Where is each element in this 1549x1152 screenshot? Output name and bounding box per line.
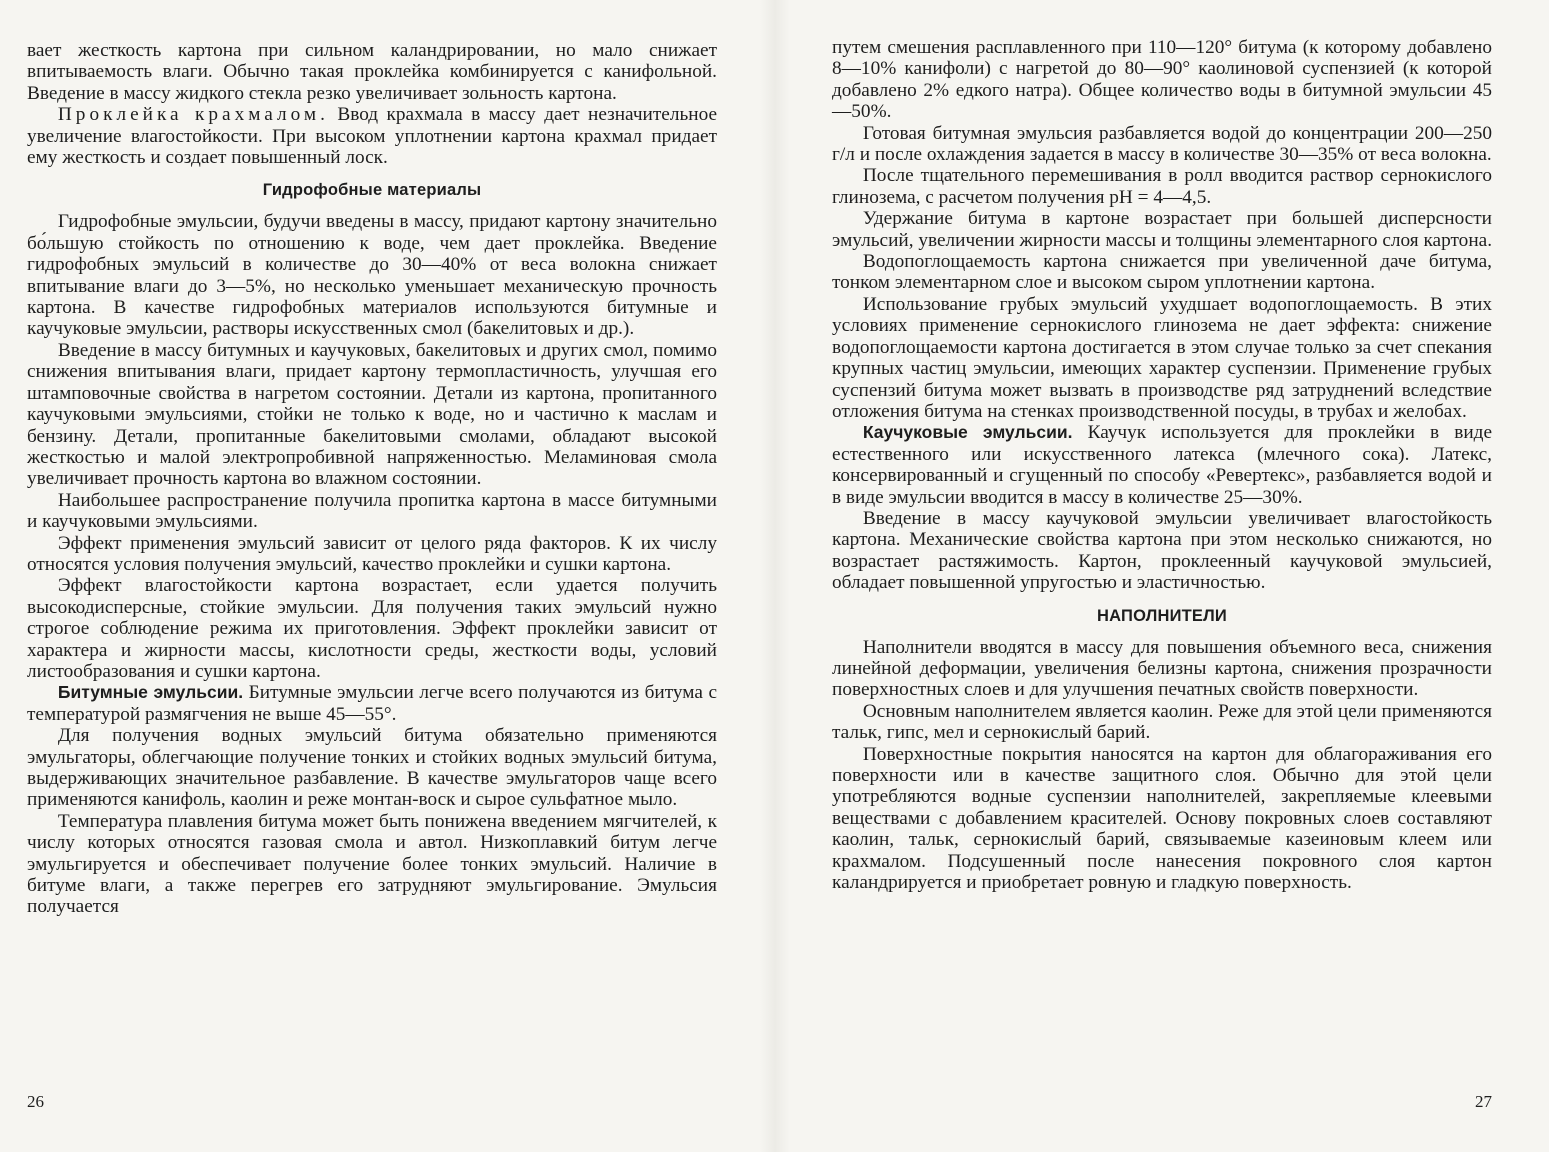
paragraph (27, 340, 717, 490)
paragraph (832, 422, 1492, 508)
paragraph-text: Эффект применения эмульсий зависит от целого ряда факторов. К их числу относятся условия получения эмульсий, качество проклейки и сушки картона. (27, 532, 717, 575)
section-heading: Гидрофобные материалы (262, 181, 482, 200)
paragraph-text: Введение в массу битумных и каучуковых, бакелитовых и других смол, помимо снижения впитывания влаги, придает картону термопластичность, улучшая его штамповочные свойства в нагретом состоянии. Детали из картона, пропитанного каучуковыми эмульсиями, стойки не только к воде, но и частично к маслам и бензину. Детали, пропитанные бакелитовыми смолами, обладают высокой жесткостью и малой электропробивной напряженностью. Меламиновая смола увеличивает прочность картона во влажном состоянии. (27, 339, 717, 490)
paragraph (832, 701, 1492, 744)
right-text-column (832, 37, 1492, 893)
paragraph (832, 637, 1492, 701)
paragraph-text: Эффект влагостойкости картона возрастает, если удается получить высокодисперсные, стойкие эмульсии. Для получения таких эмульсий нужно строгое соблюдение режима их приготовления. Эффект проклейки зависит от характера и жирности массы, кислотности среды, жесткости воды, условий листообразования и сушки картона. (27, 575, 717, 682)
paragraph (27, 575, 717, 682)
book-gutter (760, 0, 790, 1152)
paragraph-text: Поверхностные покрытия наносятся на картон для облагораживания его поверхности или в качестве защитного слоя. Обычно для этой цели употребляются водные суспензии наполнителей, закрепляемые клеевыми веществами с добавлением красителей. Основу покровных слоев составляют каолин, тальк, сернокислый барий, связываемые казеиновым клеем или крахмалом. Подсушенный после нанесения покровного слоя картон каландрируется и приобретает ровную и гладкую поверхность. (832, 743, 1492, 894)
paragraph-text: Готовая битумная эмульсия разбавляется водой до концентрации 200—250 г/л и после охлаждения задается в массу в количестве 30—35% от веса волокна. (832, 122, 1492, 166)
page-number-left: 26 (27, 1092, 44, 1111)
paragraph-text: Гидрофобные эмульсии, будучи введены в массу, придают картону значительно бо́льшую стойкость по отношению к воде, чем дает проклейка. Введение гидрофобных эмульсий в количестве до 30—40% от веса волокна снижает впитывание влаги до 3—5%, но несколько уменьшает механическую прочность картона. В качестве гидрофобных материалов используются битумные и каучуковые эмульсии, растворы искусственных смол (бакелитовых и др.). (27, 211, 717, 340)
left-page (0, 0, 760, 1152)
page-number-right: 27 (1475, 1092, 1492, 1111)
paragraph-text: Удержание битума в картоне возрастает при большей дисперсности эмульсий, увеличении жирности массы и толщины элементарного слоя картона. (832, 208, 1493, 251)
paragraph-text: Основным наполнителем является каолин. Реже для этой цели применяются тальк, гипс, мел и сернокислый барий. (832, 700, 1493, 744)
section-heading: НАПОЛНИТЕЛИ (1097, 606, 1227, 625)
paragraph (27, 533, 717, 576)
paragraph (27, 811, 717, 918)
left-text-column (27, 40, 717, 918)
paragraph-text: Наибольшее распространение получила пропитка картона в массе битумными и каучуковыми эмульсиями. (27, 489, 717, 533)
paragraph-text: Водопоглощаемость картона снижается при увеличенной даче битума, тонком элементарном слое и высоком сыром уплотнении картона. (832, 251, 1492, 294)
paragraph-text: Битумные эмульсии легче всего получаются из битума с температурой размягчения не выше 45—55°. (27, 682, 717, 725)
paragraph (27, 40, 717, 104)
paragraph (832, 123, 1492, 166)
paragraph-text: После тщательного перемешивания в ролл вводится раствор сернокислого глинозема, с расчетом получения pH = 4—4,5. (832, 165, 1492, 208)
spaced-term: Проклейка крахмалом. (57, 104, 329, 126)
paragraph-text: Для получения водных эмульсий битума обязательно применяются эмульгаторы, облегчающие получение тонких и стойких водных эмульсий битума, выдерживающих значительное разбавление. В качестве эмульгаторов чаще всего применяются канифоль, каолин и реже монтан-воск и сырое сульфатное мыло. (27, 725, 717, 811)
paragraph-text: Температура плавления битума может быть понижена введением мягчителей, к числу которых относятся газовая смола и автол. Низкоплавкий битум легче эмульгируется и обеспечивает получение более тонких эмульсий. Наличие в битуме влаги, а также перегрев его затрудняют эмульгирование. Эмульсия получается (27, 810, 717, 918)
paragraph (27, 104, 717, 168)
paragraph (27, 682, 717, 725)
paragraph (832, 508, 1492, 594)
paragraph (832, 294, 1492, 422)
paragraph (832, 251, 1492, 294)
runin-heading: Битумные эмульсии. (57, 682, 244, 703)
paragraph-text: вает жесткость картона при сильном каландрировании, но мало снижает впитываемость влаги. Обычно такая проклейка комбинируется с канифольной. Введение в массу жидкого стекла резко увеличивает зольность картона. (27, 40, 717, 104)
paragraph (27, 211, 717, 339)
paragraph (832, 165, 1492, 208)
paragraph-text: Использование грубых эмульсий ухудшает водопоглощаемость. В этих условиях применение сернокислого глинозема не дает эффекта: снижение водопоглощаемости картона достигается в этом случае только за счет спекания крупных частиц эмульсии, имеющих характер суспензии. Применение грубых суспензий битума может вызвать в производстве ряд затруднений вследствие отложения битума на стенках производственной посуды, в трубах и желобах. (832, 293, 1492, 422)
paragraph-text: Наполнители вводятся в массу для повышения объемного веса, снижения линейной деформации, увеличения белизны картона, снижения прозрачности поверхностных слоев и для улучшения печатных свойств поверхности. (832, 636, 1492, 701)
paragraph-text: Ввод крахмала в массу дает незначительное увеличение влагостойкости. При высоком уплотнении картона крахмал придает ему жесткость и создает повышенный лоск. (27, 104, 717, 169)
paragraph (832, 208, 1492, 251)
paragraph-text: Введение в массу каучуковой эмульсии увеличивает влагостойкость картона. Механические свойства картона при этом несколько снижаются, но возрастает растяжимость. Картон, проклеенный каучуковой эмульсией, обладает повышенной упругостью и эластичностью. (832, 507, 1492, 594)
paragraph (27, 490, 717, 533)
paragraph (832, 744, 1492, 894)
paragraph (832, 37, 1492, 123)
paragraph-text: Каучук используется для проклейки в виде естественного или искусственного латекса (млечного сока). Латекс, консервированный и сгущенный по способу «Ревертекс», разбавляется водой и в виде эмульсии вводится в массу в количестве 25—30%. (832, 422, 1493, 508)
paragraph (27, 725, 717, 811)
runin-heading: Каучуковые эмульсии. (862, 422, 1073, 443)
right-page (790, 0, 1549, 1152)
paragraph-text: путем смешения расплавленного при 110—120° битума (к которому добавлено 8—10% канифоли) с нагретой до 80—90° каолиновой суспензией (к которой добавлено 2% едкого натра). Общее количество воды в битумной эмульсии 45—50%. (832, 37, 1492, 123)
